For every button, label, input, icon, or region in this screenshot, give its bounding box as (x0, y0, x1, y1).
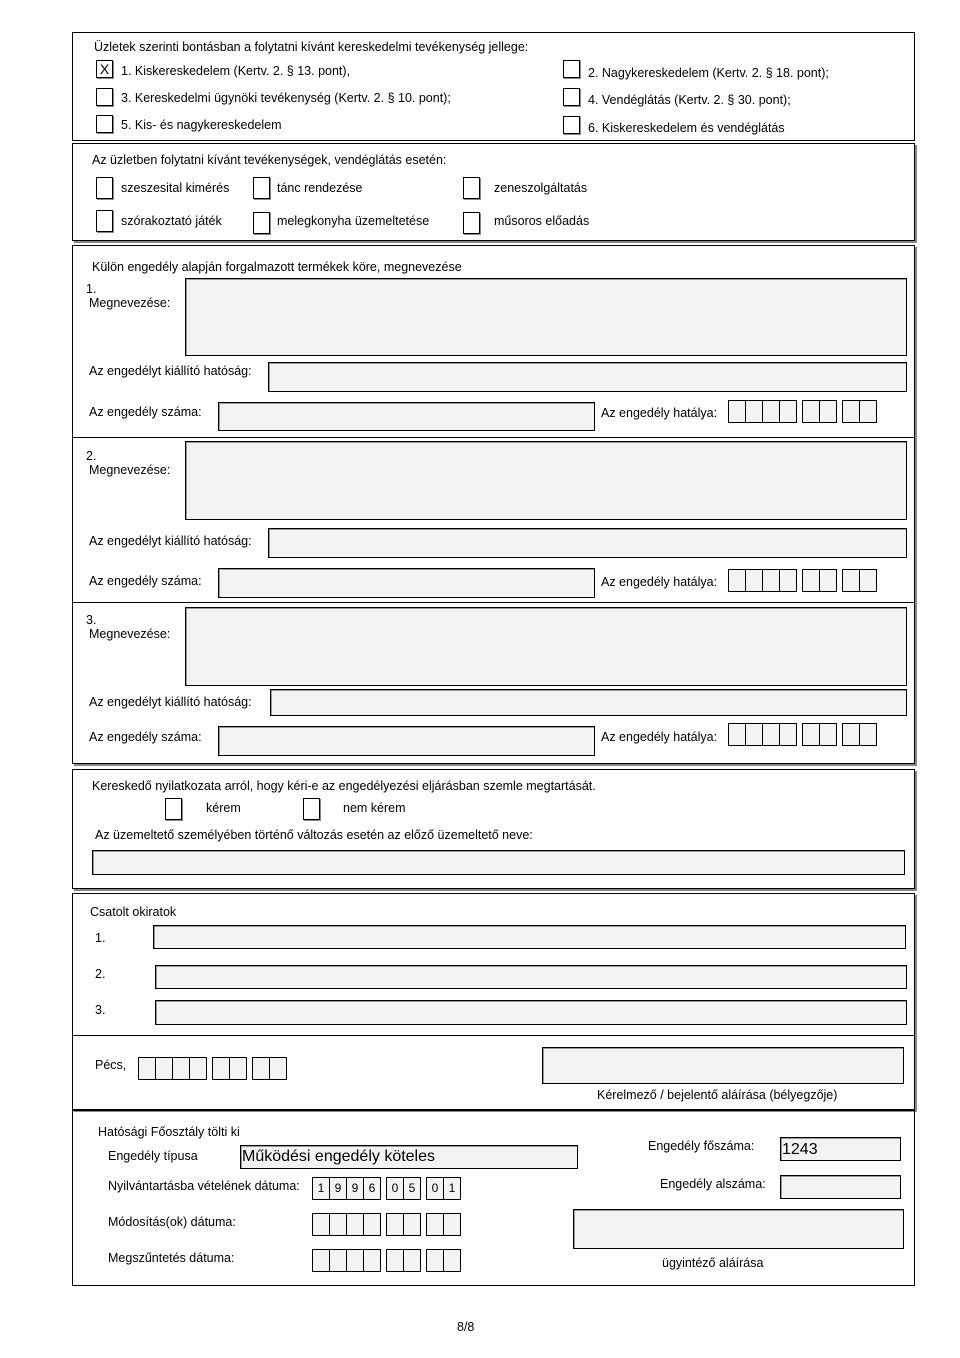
permit-2-number: 2. (86, 449, 97, 463)
permit-3-validity-date[interactable] (728, 723, 877, 746)
sub-number-label: Engedély alszáma: (660, 1177, 766, 1191)
permit-3-number-label: Az engedély száma: (89, 730, 202, 744)
date-digit[interactable] (269, 1057, 287, 1080)
date-digit[interactable]: 9 (329, 1177, 347, 1200)
permit-3-authority-label: Az engedélyt kiállító hatóság: (89, 695, 252, 709)
date-digit[interactable] (426, 1249, 444, 1272)
permit-type-value: Működési engedély köteles (242, 1148, 436, 1165)
permit-3-number-field[interactable] (218, 726, 595, 756)
permit-2-authority-label: Az engedélyt kiállító hatóság: (89, 534, 252, 548)
modification-date[interactable] (312, 1213, 461, 1236)
attachments-divider (72, 1035, 915, 1036)
date-digit[interactable] (779, 723, 797, 746)
label-hot-kitchen: melegkonyha üzemeltetése (277, 214, 430, 228)
date-digit[interactable] (779, 400, 797, 423)
applicant-signature-field[interactable] (542, 1047, 904, 1084)
checkbox-inspection-no[interactable] (303, 798, 320, 820)
attachment-2-field[interactable] (155, 965, 907, 989)
permits-heading: Külön engedély alapján forgalmazott termékek köre, megnevezése (92, 260, 462, 274)
permit-3-name-field[interactable] (185, 607, 907, 686)
checkbox-retail-hospitality[interactable] (563, 116, 580, 134)
date-digit[interactable] (329, 1249, 347, 1272)
signature-date[interactable] (138, 1057, 287, 1080)
permit-type-label: Engedély típusa (108, 1149, 198, 1163)
modification-date-label: Módosítás(ok) dátuma: (108, 1215, 236, 1229)
date-digit[interactable] (762, 400, 780, 423)
checkbox-agency[interactable] (96, 88, 113, 106)
registration-date[interactable] (312, 1177, 461, 1200)
date-digit[interactable] (386, 1249, 404, 1272)
permit-3-validity-label: Az engedély hatálya: (601, 730, 718, 744)
permit-2-number-label: Az engedély száma: (89, 574, 202, 588)
checkbox-hot-kitchen[interactable] (253, 212, 270, 234)
date-digit[interactable] (745, 723, 763, 746)
date-digit[interactable] (802, 569, 820, 592)
date-digit[interactable] (312, 1249, 330, 1272)
permit-2-authority-field[interactable] (268, 528, 907, 558)
date-digit[interactable] (363, 1213, 381, 1236)
date-digit[interactable] (252, 1057, 270, 1080)
date-digit[interactable] (842, 400, 860, 423)
label-hospitality: 4. Vendéglátás (Kertv. 2. § 30. pont); (588, 93, 791, 107)
checkbox-music-service[interactable] (463, 177, 480, 199)
date-digit[interactable] (363, 1249, 381, 1272)
date-digit[interactable] (728, 723, 746, 746)
date-digit[interactable] (728, 400, 746, 423)
main-number-label: Engedély főszáma: (648, 1139, 755, 1153)
checkbox-retail[interactable]: X (96, 60, 113, 78)
attachment-3-number: 3. (95, 1003, 106, 1017)
permit-type-field[interactable] (240, 1145, 578, 1169)
date-digit[interactable]: 0 (386, 1177, 404, 1200)
date-digit[interactable]: 9 (346, 1177, 364, 1200)
prev-operator-label: Az üzemeltető személyében történő változás esetén az előző üzemeltető neve: (95, 828, 533, 842)
permit-1-name-field[interactable] (185, 278, 907, 356)
permit-1-validity-label: Az engedély hatálya: (601, 406, 718, 420)
date-digit[interactable] (859, 400, 877, 423)
date-digit[interactable] (443, 1213, 461, 1236)
permit-1-validity-date[interactable] (728, 400, 877, 423)
permit-3-name-label: Megnevezése: (89, 627, 171, 641)
date-digit[interactable] (403, 1249, 421, 1272)
activity-type-heading: Üzletek szerinti bontásban a folytatni kívánt kereskedelmi tevékenység jellege: (94, 40, 529, 54)
permit-divider (72, 437, 915, 438)
checkbox-hospitality[interactable] (563, 88, 580, 106)
main-number-field[interactable] (780, 1137, 901, 1161)
date-digit[interactable] (443, 1249, 461, 1272)
permit-2-validity-label: Az engedély hatálya: (601, 575, 718, 589)
date-digit[interactable] (346, 1213, 364, 1236)
label-inspection-no: nem kérem (343, 801, 406, 815)
date-digit[interactable] (819, 723, 837, 746)
date-digit[interactable] (728, 569, 746, 592)
termination-date-label: Megszűntetés dátuma: (108, 1251, 235, 1265)
checkbox-retail-wholesale[interactable] (96, 115, 113, 133)
attachment-1-number: 1. (95, 931, 106, 945)
checkbox-performance[interactable] (463, 212, 480, 234)
date-digit[interactable] (346, 1249, 364, 1272)
label-retail-wholesale: 5. Kis- és nagykereskedelem (121, 118, 282, 132)
registration-date-label: Nyilvántartásba vételének dátuma: (108, 1179, 300, 1193)
date-digit[interactable] (189, 1057, 207, 1080)
date-digit[interactable] (779, 569, 797, 592)
label-alcohol-serving: szeszesital kimérés (121, 181, 230, 195)
date-digit[interactable] (802, 400, 820, 423)
date-digit[interactable] (138, 1057, 156, 1080)
prev-operator-field[interactable] (92, 850, 905, 875)
label-performance: műsoros előadás (494, 214, 590, 228)
signature-caption: Kérelmező / bejelentő aláírása (bélyegzője) (597, 1088, 838, 1102)
sub-number-field[interactable] (780, 1175, 901, 1199)
label-agency: 3. Kereskedelmi ügynöki tevékenység (Kertv. 2. § 10. pont); (121, 91, 451, 105)
permit-3-authority-field[interactable] (270, 689, 907, 716)
permit-2-name-label: Megnevezése: (89, 463, 171, 477)
date-digit[interactable] (745, 400, 763, 423)
date-digit[interactable] (842, 569, 860, 592)
date-digit[interactable] (842, 723, 860, 746)
date-digit[interactable] (426, 1213, 444, 1236)
date-digit[interactable]: 1 (443, 1177, 461, 1200)
clerk-signature-field[interactable] (573, 1209, 904, 1249)
office-heading: Hatósági Főosztály tölti ki (98, 1125, 240, 1139)
date-digit[interactable] (172, 1057, 190, 1080)
date-digit[interactable] (819, 400, 837, 423)
termination-date[interactable] (312, 1249, 461, 1272)
permit-1-number-field[interactable] (218, 402, 595, 431)
checkbox-dance-event[interactable] (253, 177, 270, 199)
date-digit[interactable] (762, 569, 780, 592)
page-number: 8/8 (457, 1320, 475, 1334)
label-inspection-yes: kérem (206, 801, 241, 815)
permit-3-number: 3. (86, 613, 97, 627)
date-digit[interactable] (745, 569, 763, 592)
date-digit[interactable] (329, 1213, 347, 1236)
label-retail-hospitality: 6. Kiskereskedelem és vendéglátás (588, 121, 785, 135)
main-number-value: 1243 (782, 1141, 818, 1158)
date-digit[interactable]: 6 (363, 1177, 381, 1200)
signature-place: Pécs, (95, 1058, 127, 1072)
checkbox-wholesale[interactable] (563, 60, 580, 78)
inspection-statement: Kereskedő nyilatkozata arról, hogy kéri-e az engedélyezési eljárásban szemle megtartását. (92, 779, 596, 793)
permit-1-name-label: Megnevezése: (89, 296, 171, 310)
date-digit[interactable] (212, 1057, 230, 1080)
date-digit[interactable] (859, 723, 877, 746)
label-dance-event: tánc rendezése (277, 181, 363, 195)
checkbox-inspection-yes[interactable] (165, 798, 182, 820)
permit-1-number: 1. (86, 282, 97, 296)
date-digit[interactable] (762, 723, 780, 746)
attachment-3-field[interactable] (155, 1000, 907, 1025)
date-digit[interactable] (386, 1213, 404, 1236)
date-digit[interactable]: 5 (403, 1177, 421, 1200)
hospitality-heading: Az üzletben folytatni kívánt tevékenységek, vendéglátás esetén: (92, 153, 447, 167)
clerk-signature-label: ügyintéző aláírása (662, 1256, 764, 1270)
permit-2-name-field[interactable] (185, 441, 907, 520)
label-wholesale: 2. Nagykereskedelem (Kertv. 2. § 18. pont); (588, 66, 829, 80)
checkbox-alcohol-serving[interactable] (96, 177, 113, 199)
label-music-service: zeneszolgáltatás (494, 181, 588, 195)
date-digit[interactable] (403, 1213, 421, 1236)
permit-1-authority-label: Az engedélyt kiállító hatóság: (89, 364, 252, 378)
label-entertainment-game: szórakoztató játék (121, 214, 222, 228)
date-digit[interactable]: 0 (426, 1177, 444, 1200)
date-digit[interactable]: 1 (312, 1177, 330, 1200)
date-digit[interactable] (859, 569, 877, 592)
permit-2-validity-date[interactable] (728, 569, 877, 592)
checkbox-entertainment-game[interactable] (96, 210, 113, 232)
permit-2-number-field[interactable] (218, 568, 595, 598)
date-digit[interactable] (819, 569, 837, 592)
label-retail: 1. Kiskereskedelem (Kertv. 2. § 13. pont), (121, 64, 351, 78)
date-digit[interactable] (802, 723, 820, 746)
permit-1-authority-field[interactable] (268, 362, 907, 392)
date-digit[interactable] (229, 1057, 247, 1080)
date-digit[interactable] (155, 1057, 173, 1080)
permit-1-number-label: Az engedély száma: (89, 405, 202, 419)
date-digit[interactable] (312, 1213, 330, 1236)
attachment-1-field[interactable] (153, 925, 906, 949)
permit-divider (72, 602, 915, 603)
attachments-heading: Csatolt okiratok (90, 905, 177, 919)
attachment-2-number: 2. (95, 967, 106, 981)
